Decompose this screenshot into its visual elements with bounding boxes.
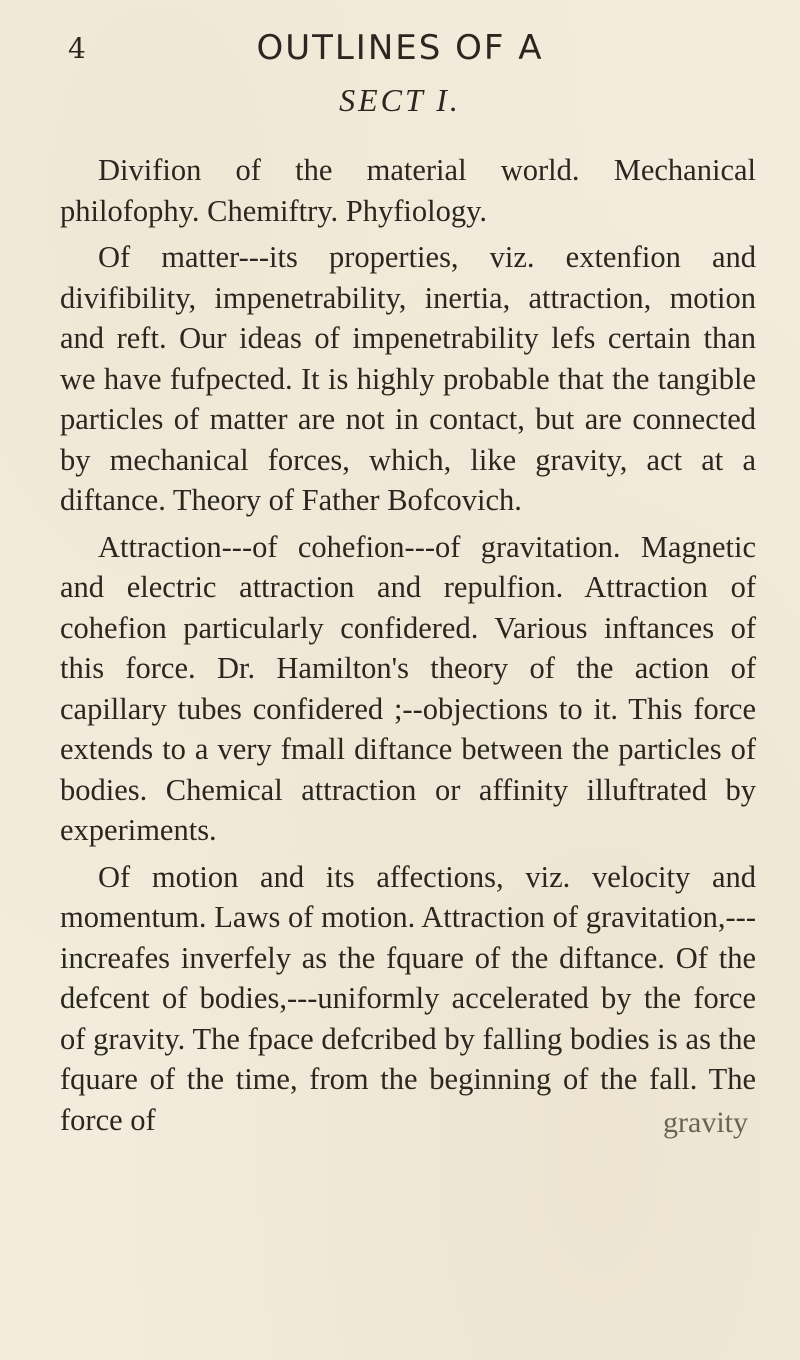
body-text (60, 150, 756, 1140)
paragraph-motion: Of motion and its affections, viz. velocity and momentum. Laws of motion. Attraction of gravitation,---increafes inverfely as the fquare of the diftance. Of the defcent of bodies,---uniformly accelerated by the force of gravity. The fpace defcribed by falling bodies is as the fquare of the time, from the beginning of the fall. The force of (60, 859, 756, 1137)
page-number: 4 (68, 32, 86, 65)
paragraph-division: Divifion of the material world. Mechanical philofophy. Chemiftry. Phyfiology. (60, 153, 756, 228)
paragraph-matter: Of matter---its properties, viz. extenfion and divifibility, impenetrability, inertia, attraction, motion and reft. Our ideas of impenetrability lefs certain than we have fufpected. It is highly probable that the tangible particles of matter are not in contact, but are connected by mechanical forces, which, like gravity, act at a diftance. Theory of Father Bofcovich. (60, 240, 756, 517)
paragraph-attraction: Attraction---of cohefion---of gravitation. Magnetic and electric attraction and repulfion. Attraction of cohefion particularly confidered. Various inftances of this force. Dr. Hamilton's theory of the action of capillary tubes confidered ;--objections to it. This force extends to a very fmall diftance between the particles of bodies. Chemical attraction or affinity illuftrated by experiments. (60, 529, 756, 847)
catchword: gravity (663, 1106, 748, 1139)
running-title: OUTLINES OF A (256, 28, 544, 68)
page-header (40, 14, 760, 74)
section-heading: SECT I. (339, 82, 461, 118)
